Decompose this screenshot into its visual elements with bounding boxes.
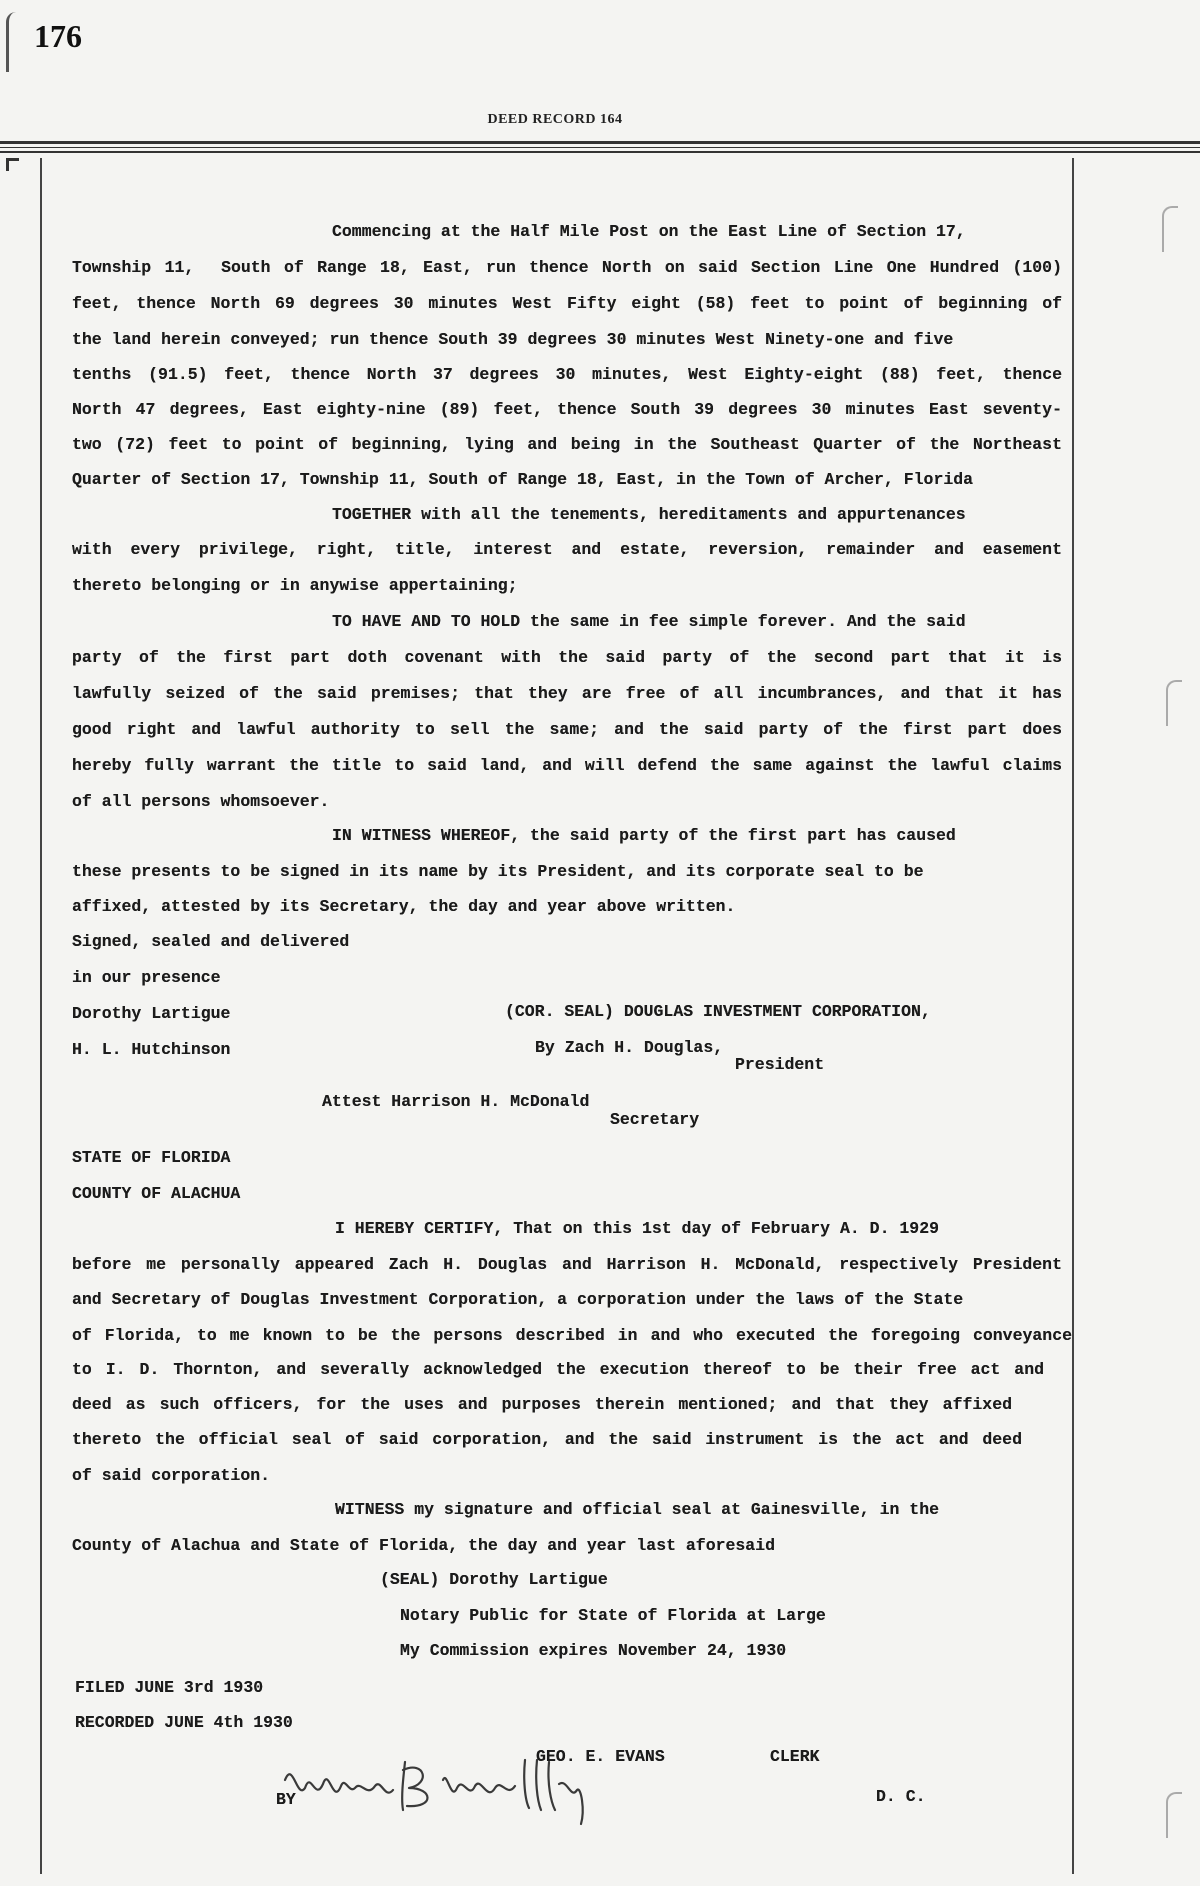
deed-text-line: with every privilege, right, title, interest and estate, reversion, remainder and easement xyxy=(72,540,1062,559)
record-book-title: DEED RECORD 164 xyxy=(487,112,623,127)
acknowledgment-line: thereto the official seal of said corporation, and the said instrument is the act and deed xyxy=(72,1430,1022,1449)
margin-bracket xyxy=(1166,680,1182,726)
deed-text-line: the land herein conveyed; run thence South 39 degrees 30 minutes West Ninety-one and five xyxy=(72,330,954,349)
deed-text-line: North 47 degrees, East eighty-nine (89) feet, thence South 39 degrees 30 minutes East seventy- xyxy=(72,400,1062,419)
witness-name: H. L. Hutchinson xyxy=(72,1040,231,1059)
notary-seal-signature: (SEAL) Dorothy Lartigue xyxy=(380,1570,608,1589)
deed-text-line: Quarter of Section 17, Township 11, South of Range 18, East, in the Town of Archer, Florida xyxy=(72,470,974,489)
acknowledgment-line: before me personally appeared Zach H. Douglas and Harrison H. McDonald, respectively President xyxy=(72,1255,1062,1274)
header-rule-top xyxy=(0,141,1200,144)
acknowledgment-line: to I. D. Thornton, and severally acknowledged the execution thereof to be their free act and xyxy=(72,1360,1044,1379)
page-corner-mark xyxy=(6,12,29,72)
deed-text-line: Commencing at the Half Mile Post on the East Line of Section 17, xyxy=(332,222,966,241)
signer-title: President xyxy=(735,1055,825,1074)
deed-text-line: affixed, attested by its Secretary, the day and year above written. xyxy=(72,897,736,916)
deed-text-line: thereto belonging or in anywise appertaining; xyxy=(72,576,518,595)
page-number: 176 xyxy=(34,18,82,54)
deed-text-line: tenths (91.5) feet, thence North 37 degrees 30 minutes, West Eighty-eight (88) feet, thence xyxy=(72,365,1062,384)
filed-date: FILED JUNE 3rd 1930 xyxy=(75,1678,264,1697)
deed-text-line: TOGETHER with all the tenements, hereditaments and appurtenances xyxy=(332,505,966,524)
deed-text-line: good right and lawful authority to sell the same; and the said party of the first part does xyxy=(72,720,1062,739)
venue-state: STATE OF FLORIDA xyxy=(72,1148,231,1167)
page-frame-right xyxy=(1072,158,1074,1874)
signer-name: By Zach H. Douglas, xyxy=(535,1038,724,1057)
deed-text-line: of all persons whomsoever. xyxy=(72,792,330,811)
deed-text-line: IN WITNESS WHEREOF, the said party of the first part has caused xyxy=(332,826,956,845)
by-label: BY xyxy=(276,1790,296,1809)
acknowledgment-line: WITNESS my signature and official seal at Gainesville, in the xyxy=(335,1500,939,1519)
header-rule-middle xyxy=(0,147,1200,148)
deed-text-line: these presents to be signed in its name by its President, and its corporate seal to be xyxy=(72,862,924,881)
attest-name: Attest Harrison H. McDonald xyxy=(322,1092,590,1111)
deed-text-line: lawfully seized of the said premises; that they are free of all incumbrances, and that it has xyxy=(72,684,1062,703)
frame-corner-mark xyxy=(6,158,19,171)
deputy-clerk-label: D. C. xyxy=(876,1787,926,1806)
deed-text-line: feet, thence North 69 degrees 30 minutes West Fifty eight (58) feet to point of beginning of xyxy=(72,294,1062,313)
page-frame-left xyxy=(40,158,42,1874)
deed-text-line: TO HAVE AND TO HOLD the same in fee simple forever. And the said xyxy=(332,612,966,631)
corporation-name: (COR. SEAL) DOUGLAS INVESTMENT CORPORATION, xyxy=(505,1002,931,1021)
acknowledgment-line: I HEREBY CERTIFY, That on this 1st day of February A. D. 1929 xyxy=(335,1219,939,1238)
acknowledgment-line: of said corporation. xyxy=(72,1466,271,1485)
deed-text-line: hereby fully warrant the title to said land, and will defend the same against the lawful claims xyxy=(72,756,1062,775)
acknowledgment-line: County of Alachua and State of Florida, the day and year last aforesaid xyxy=(72,1536,776,1555)
notary-commission: My Commission expires November 24, 1930 xyxy=(400,1641,787,1660)
witness-name: Dorothy Lartigue xyxy=(72,1004,231,1023)
margin-bracket xyxy=(1166,1792,1182,1838)
header-rule-bottom xyxy=(0,151,1200,153)
venue-county: COUNTY OF ALACHUA xyxy=(72,1184,241,1203)
margin-bracket xyxy=(1162,206,1178,252)
deed-text-line: in our presence xyxy=(72,968,221,987)
acknowledgment-line: deed as such officers, for the uses and purposes therein mentioned; and that they affixed xyxy=(72,1395,1012,1414)
notary-title: Notary Public for State of Florida at Large xyxy=(400,1606,826,1625)
acknowledgment-line: of Florida, to me known to be the persons described in and who executed the foregoing conveyance xyxy=(72,1326,1072,1345)
deed-text-line: Township 11, South of Range 18, East, run thence North on said Section Line One Hundred (100) xyxy=(72,258,1062,277)
recorded-date: RECORDED JUNE 4th 1930 xyxy=(75,1713,293,1732)
deed-text-line: party of the first part doth covenant with the said party of the second part that it is xyxy=(72,648,1062,667)
attest-title: Secretary xyxy=(610,1110,700,1129)
deed-text-line: Signed, sealed and delivered xyxy=(72,932,350,951)
clerk-name: GEO. E. EVANS xyxy=(536,1747,665,1766)
acknowledgment-line: and Secretary of Douglas Investment Corporation, a corporation under the laws of the State xyxy=(72,1290,964,1309)
deputy-clerk-signature xyxy=(275,1740,665,1830)
deed-text-line: two (72) feet to point of beginning, lying and being in the Southeast Quarter of the Northeast xyxy=(72,435,1062,454)
clerk-title: CLERK xyxy=(770,1747,820,1766)
